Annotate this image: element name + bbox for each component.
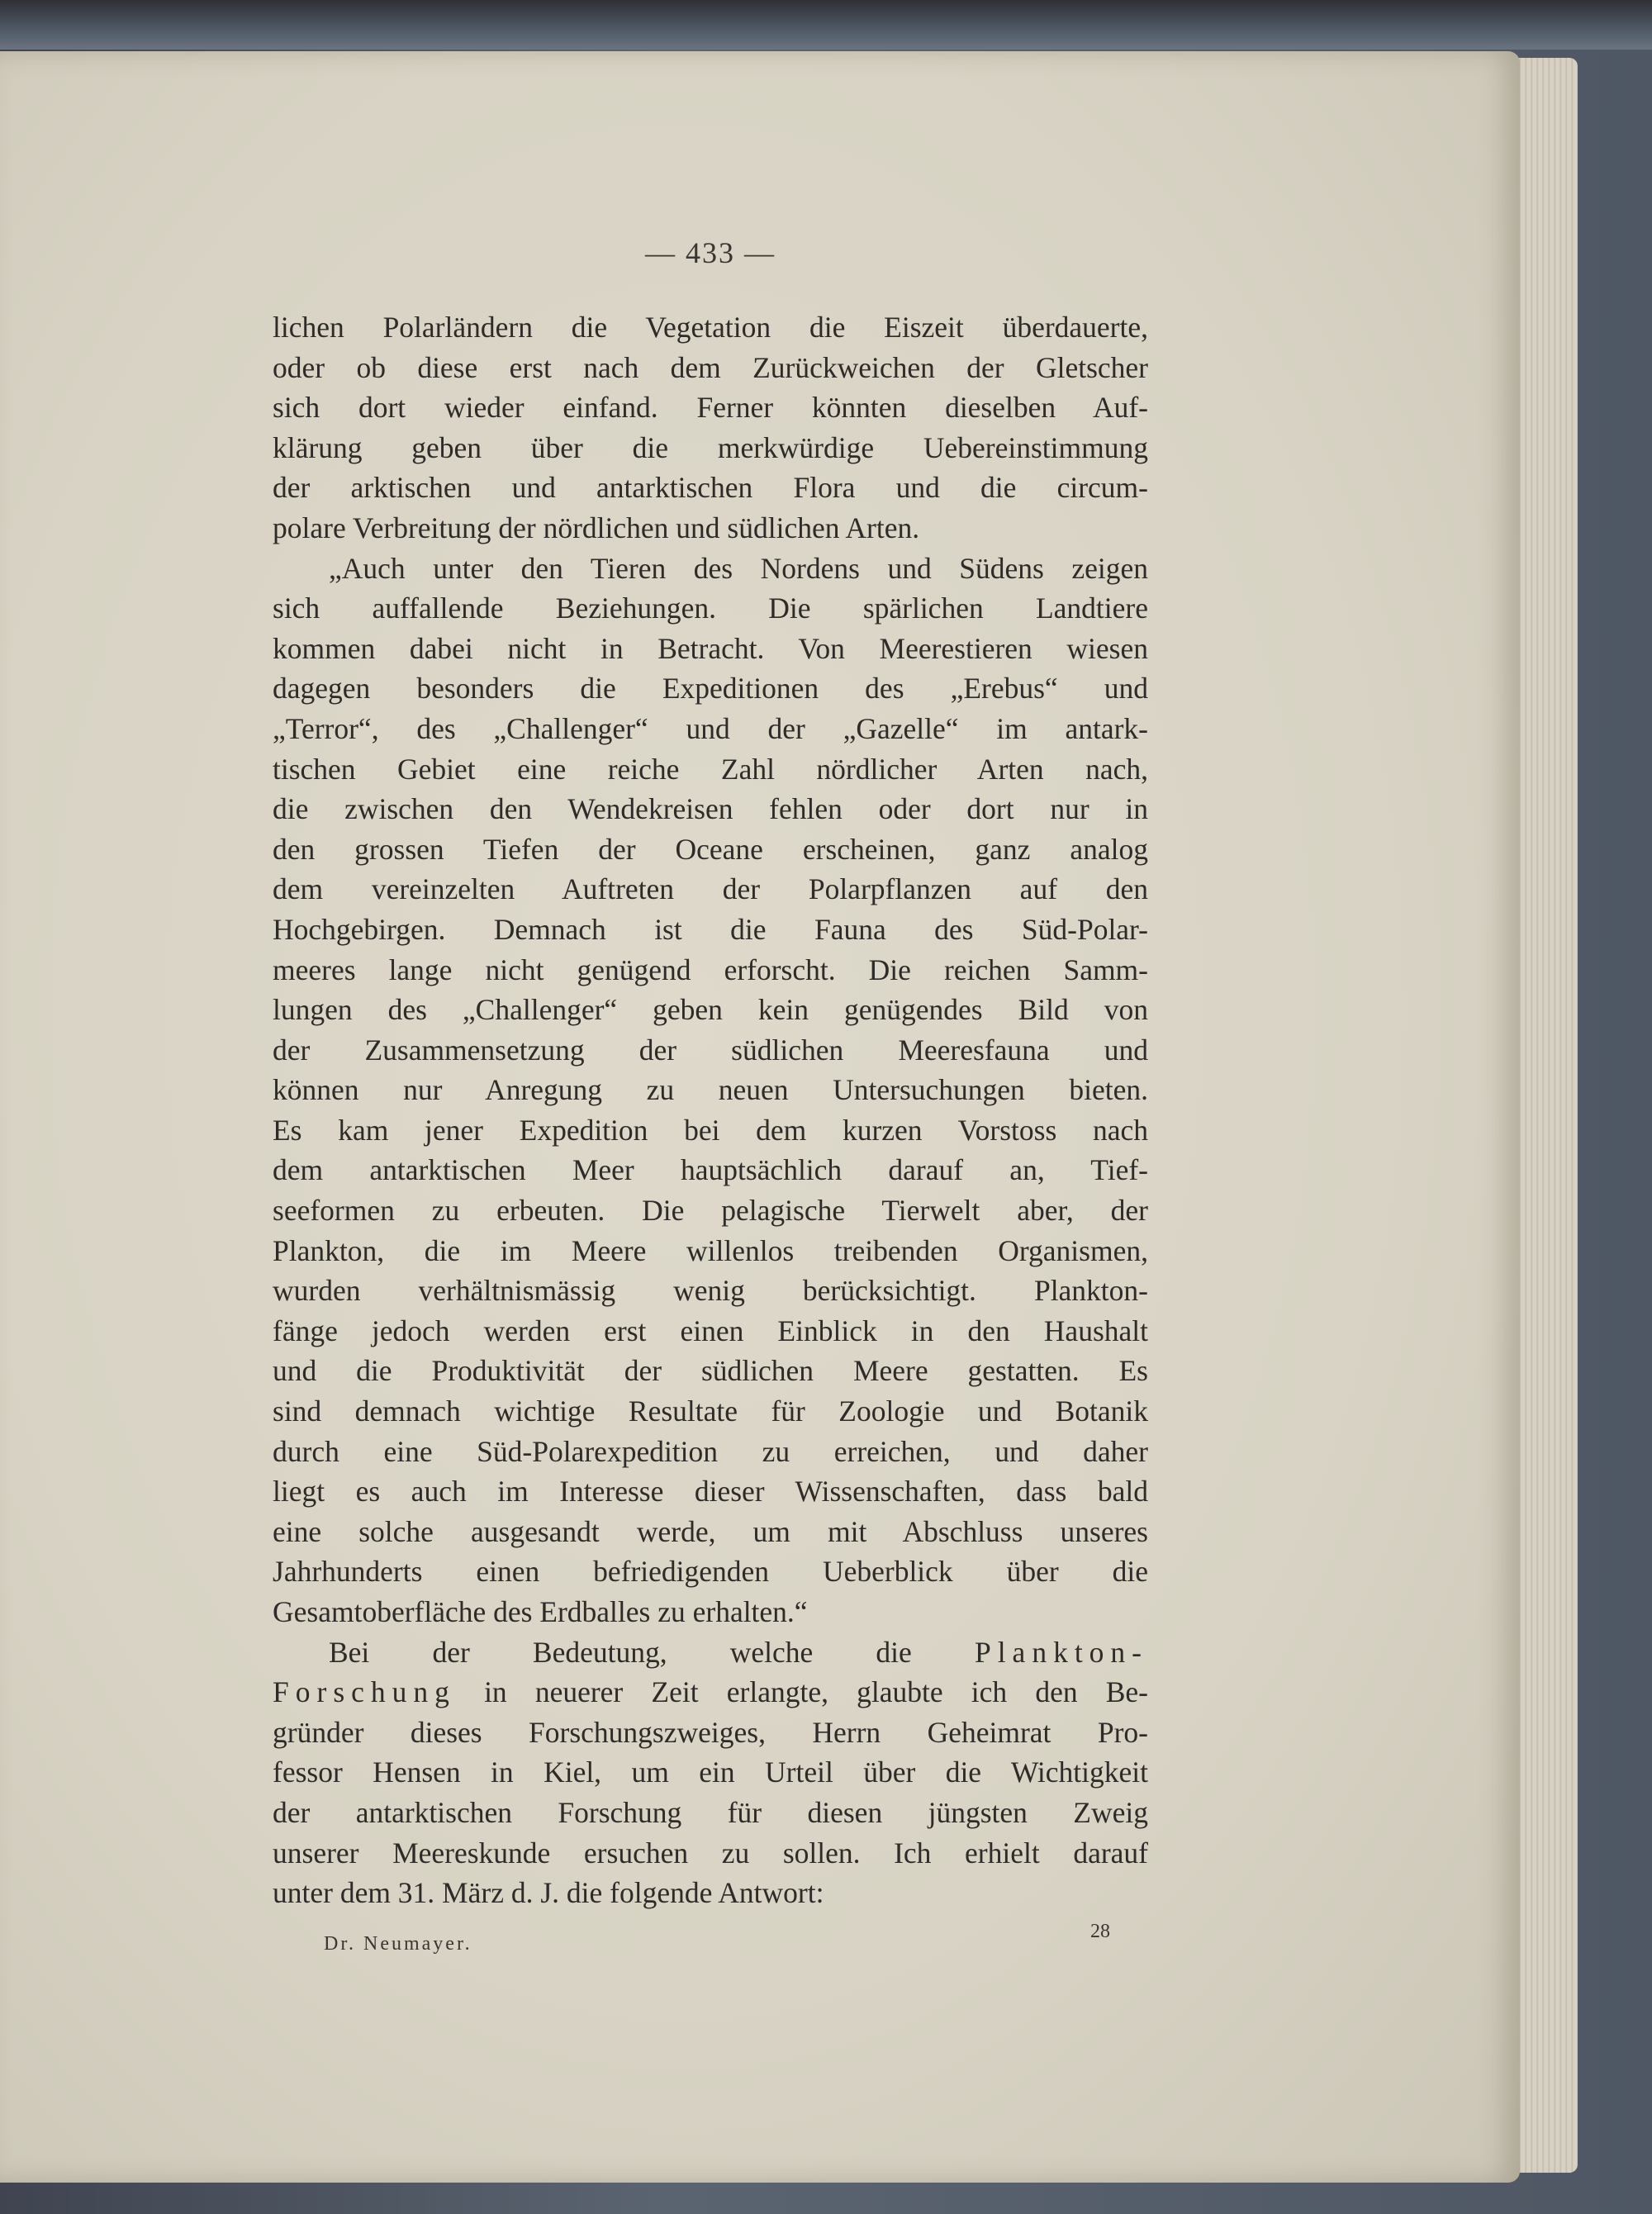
- text-line: seeformen zu erbeuten. Die pelagische Tierwelt aber, der: [273, 1194, 1148, 1228]
- text-line: [273, 1672, 1148, 1713]
- text-line: sich auffallende Beziehungen. Die spärlichen Landtiere: [273, 592, 1148, 625]
- text-line: tischen Gebiet eine reiche Zahl nördlicher Arten nach,: [273, 752, 1148, 786]
- footer-signature: 28: [1090, 1921, 1110, 1942]
- paragraph-2: [273, 549, 1148, 1632]
- text-line: unter dem 31. März d. J. die folgende Antwort:: [273, 1876, 824, 1910]
- paragraph-1: [273, 307, 1148, 549]
- text-line: eine solche ausgesandt werde, um mit Abschluss unseres: [273, 1514, 1148, 1548]
- text-line: die zwischen den Wendekreisen fehlen oder dort nur in: [273, 792, 1148, 826]
- text-line: wurden verhältnismässig wenig berücksichtigt. Plankton-: [273, 1274, 1148, 1308]
- text-line: Es kam jener Expedition bei dem kurzen Vorstoss nach: [273, 1113, 1148, 1147]
- text-line: Hochgebirgen. Demnach ist die Fauna des Süd-Polar-: [273, 912, 1148, 946]
- text-line: [273, 1632, 1148, 1673]
- text-line: fessor Hensen in Kiel, um ein Urteil über die Wichtigkeit: [273, 1756, 1148, 1789]
- text-line: und die Produktivität der südlichen Meere gestatten. Es: [273, 1354, 1148, 1388]
- text-line: Jahrhunderts einen befriedigenden Ueberblick über die: [273, 1555, 1148, 1589]
- text-line: der arktischen und antarktischen Flora und die circum-: [273, 471, 1148, 505]
- paragraph-3: [273, 1632, 1148, 1913]
- text-line: gründer dieses Forschungszweiges, Herrn Geheimrat Pro-: [273, 1715, 1148, 1749]
- spaced-term: Forschung: [273, 1675, 456, 1709]
- text-line: kommen dabei nicht in Betracht. Von Meerestieren wiesen: [273, 631, 1148, 665]
- text-line: unserer Meereskunde ersuchen zu sollen. Ich erhielt darauf: [273, 1836, 1148, 1870]
- text-line: lichen Polarländern die Vegetation die Eiszeit überdauerte,: [273, 311, 1148, 344]
- text-line: durch eine Süd-Polarexpedition zu erreichen, und daher: [273, 1434, 1148, 1468]
- text-line: können nur Anregung zu neuen Untersuchungen bieten.: [273, 1073, 1148, 1107]
- text-line: Plankton, die im Meere willenlos treibenden Organismen,: [273, 1233, 1148, 1267]
- text-line: der Zusammensetzung der südlichen Meeresfauna und: [273, 1033, 1148, 1067]
- text-line: „Auch unter den Tieren des Nordens und Südens zeigen: [329, 551, 1148, 585]
- text-line: lungen des „Challenger“ geben kein genügendes Bild von: [273, 993, 1148, 1027]
- text-line: dagegen besonders die Expeditionen des „Erebus“ und: [273, 672, 1148, 706]
- text-line: Gesamtoberfläche des Erdballes zu erhalten.“: [273, 1595, 808, 1628]
- text-line: klärung geben über die merkwürdige Uebereinstimmung: [273, 430, 1148, 464]
- text-line: oder ob diese erst nach dem Zurückweichen der Gletscher: [273, 350, 1148, 384]
- body-text: [273, 307, 1148, 1913]
- text-line: dem antarktischen Meer hauptsächlich darauf an, Tief-: [273, 1153, 1148, 1187]
- footer-author: Dr. Neumayer.: [324, 1933, 472, 1955]
- page-number: — 433 —: [645, 236, 776, 269]
- text-segment: Bei der Bedeutung, welche die: [329, 1635, 912, 1669]
- text-line: der antarktischen Forschung für diesen jüngsten Zweig: [273, 1795, 1148, 1829]
- text-line: den grossen Tiefen der Oceane erscheinen, ganz analog: [273, 832, 1148, 866]
- text-line: „Terror“, des „Challenger“ und der „Gazelle“ im antark-: [273, 711, 1148, 745]
- text-line: sich dort wieder einfand. Ferner könnten dieselben Auf-: [273, 391, 1148, 425]
- text-line: sind demnach wichtige Resultate für Zoologie und Botanik: [273, 1394, 1148, 1428]
- text-segment: in neuerer Zeit erlangte, glaubte ich den Be-: [484, 1675, 1148, 1709]
- book-cover-top-edge: [0, 0, 1652, 50]
- text-line: dem vereinzelten Auftreten der Polarpflanzen auf den: [273, 872, 1148, 906]
- text-line: meeres lange nicht genügend erforscht. Die reichen Samm-: [273, 953, 1148, 986]
- text-line: polare Verbreitung der nördlichen und südlichen Arten.: [273, 511, 920, 544]
- text-line: fänge jedoch werden erst einen Einblick in den Haushalt: [273, 1314, 1148, 1347]
- text-line: liegt es auch im Interesse dieser Wissenschaften, dass bald: [273, 1475, 1148, 1508]
- spaced-term: Plankton-: [974, 1635, 1149, 1669]
